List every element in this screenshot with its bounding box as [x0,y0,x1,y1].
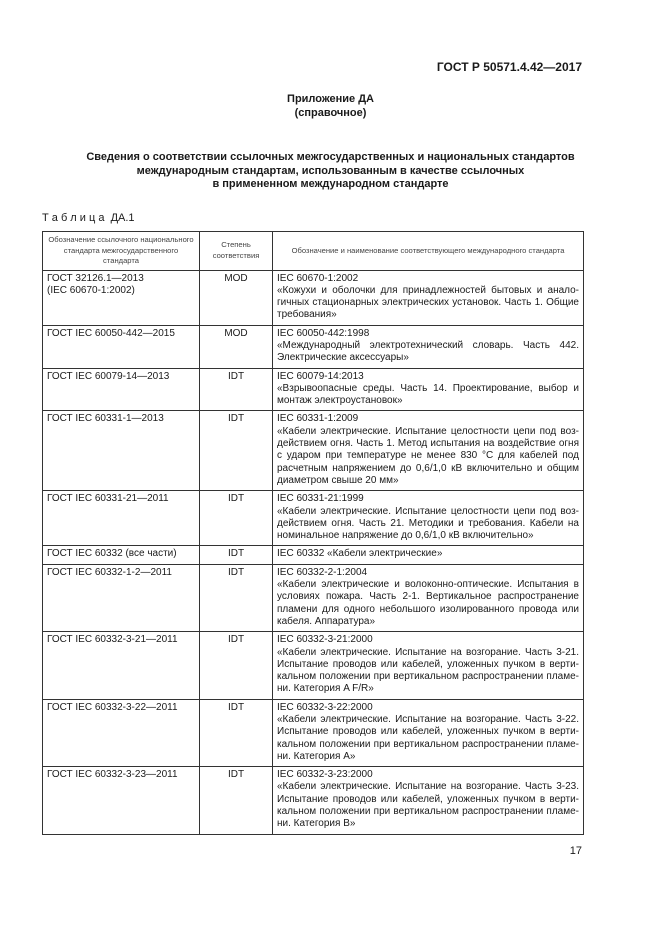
table-caption: Т а б л и ц а ДА.1 [42,212,135,224]
section-heading [40,151,621,192]
correspondence-table [42,231,584,835]
national-standard-cell: ГОСТ 32126.1—2013 (IEC 60670-1:2002) [43,270,200,325]
national-standard-cell: ГОСТ IEC 60331-1—2013 [43,411,200,491]
header-degree: Степень соответствия [200,232,273,271]
table-row [43,546,584,564]
heading-line-3: в примененном международном стандарте [212,178,449,190]
international-standard-cell: IEC 60332 «Кабели электрические» [273,546,584,564]
international-standard-cell: IEC 60332-3-21:2000 «Кабели электрические. Испытание на возгорание. Часть 3-21. Испытание проводов или кабелей, уложенных пучком в верти-кальном положении при вертикальном распространении пламе-ни. Категория A F/R» [273,632,584,699]
page-number: 17 [569,845,582,857]
international-standard-cell: IEC 60050-442:1998 «Международный электротехнический словарь. Часть 442. Электрические аксессуары» [273,325,584,368]
degree-cell: IDT [200,564,273,631]
table-header-row [43,232,584,271]
international-standard-cell: IEC 60332-3-22:2000 «Кабели электрические. Испытание на возгорание. Часть 3-22. Испытание проводов или кабелей, уложенных пучком в верти-кальном положении при вертикальном распространении пламе-ни. Категория A» [273,699,584,766]
national-standard-cell: ГОСТ IEC 60332-3-23—2011 [43,767,200,834]
table-row [43,411,584,491]
document-code: ГОСТ Р 50571.4.42—2017 [436,60,582,74]
international-standard-cell: IEC 60670-1:2002 «Кожухи и оболочки для принадлежностей бытовых и анало-гичных стационарных электрических установок. Часть 1. Общие требования» [273,270,584,325]
degree-cell: IDT [200,699,273,766]
table-row [43,270,584,325]
table-row [43,632,584,699]
header-international-standard: Обозначение и наименование соответствующего международного стандарта [273,232,584,271]
degree-cell: IDT [200,632,273,699]
degree-cell: MOD [200,270,273,325]
degree-cell: IDT [200,411,273,491]
heading-line-2: международным стандартам, использованным в качестве ссылочных [136,164,525,177]
header-national-standard: Обозначение ссылочного национального стандарта межгосударственного стандарта [43,232,200,271]
degree-cell: IDT [200,546,273,564]
international-standard-cell: IEC 60331-21:1999 «Кабели электрические. Испытание целостности цепи под воз-действием огня. Часть 21. Методики и требования. Кабели на номинальное напряжение до 0,6/1,0 кВ включительно» [273,491,584,546]
national-standard-cell: ГОСТ IEC 60050-442—2015 [43,325,200,368]
table-row [43,564,584,631]
international-standard-cell: IEC 60332-2-1:2004 «Кабели электрические и волоконно-оптические. Испытания в условиях пожара. Часть 2-1. Вертикальное распространение пламени для одного небольшого изолированного провода или кабеля. Аппаратура» [273,564,584,631]
degree-cell: IDT [200,491,273,546]
national-standard-cell: ГОСТ IEC 60332-3-22—2011 [43,699,200,766]
international-standard-cell: IEC 60331-1:2009 «Кабели электрические. Испытание целостности цепи под воз-действием огня. Часть 1. Метод испытания на воздействие огня с ударом при температуре не менее 830 °С для кабелей под расчетным напряжением до 0,6/1,0 кВ включительно и общим диаметром свыше 20 мм» [273,411,584,491]
degree-cell: MOD [200,325,273,368]
table-row [43,368,584,411]
degree-cell: IDT [200,767,273,834]
national-standard-cell: ГОСТ IEC 60079-14—2013 [43,368,200,411]
annex-heading [0,92,661,120]
annex-title: Приложение ДА [287,93,374,105]
international-standard-cell: IEC 60332-3-23:2000 «Кабели электрические. Испытание на возгорание. Часть 3-23. Испытание проводов или кабелей, уложенных пучком в верти-кальном положении при вертикальном распространении пламе-ни. Категория B» [273,767,584,834]
national-standard-cell: ГОСТ IEC 60332 (все части) [43,546,200,564]
table-row [43,767,584,834]
national-standard-cell: ГОСТ IEC 60331-21—2011 [43,491,200,546]
table-row [43,491,584,546]
annex-subtitle: (справочное) [294,107,367,119]
degree-cell: IDT [200,368,273,411]
heading-line-1: Сведения о соответствии ссылочных межгосударственных и национальных стандартов [86,151,575,163]
table-row [43,699,584,766]
national-standard-cell: ГОСТ IEC 60332-3-21—2011 [43,632,200,699]
international-standard-cell: IEC 60079-14:2013 «Взрывоопасные среды. Часть 14. Проектирование, выбор и монтаж электроустановок» [273,368,584,411]
national-standard-cell: ГОСТ IEC 60332-1-2—2011 [43,564,200,631]
table-row [43,325,584,368]
